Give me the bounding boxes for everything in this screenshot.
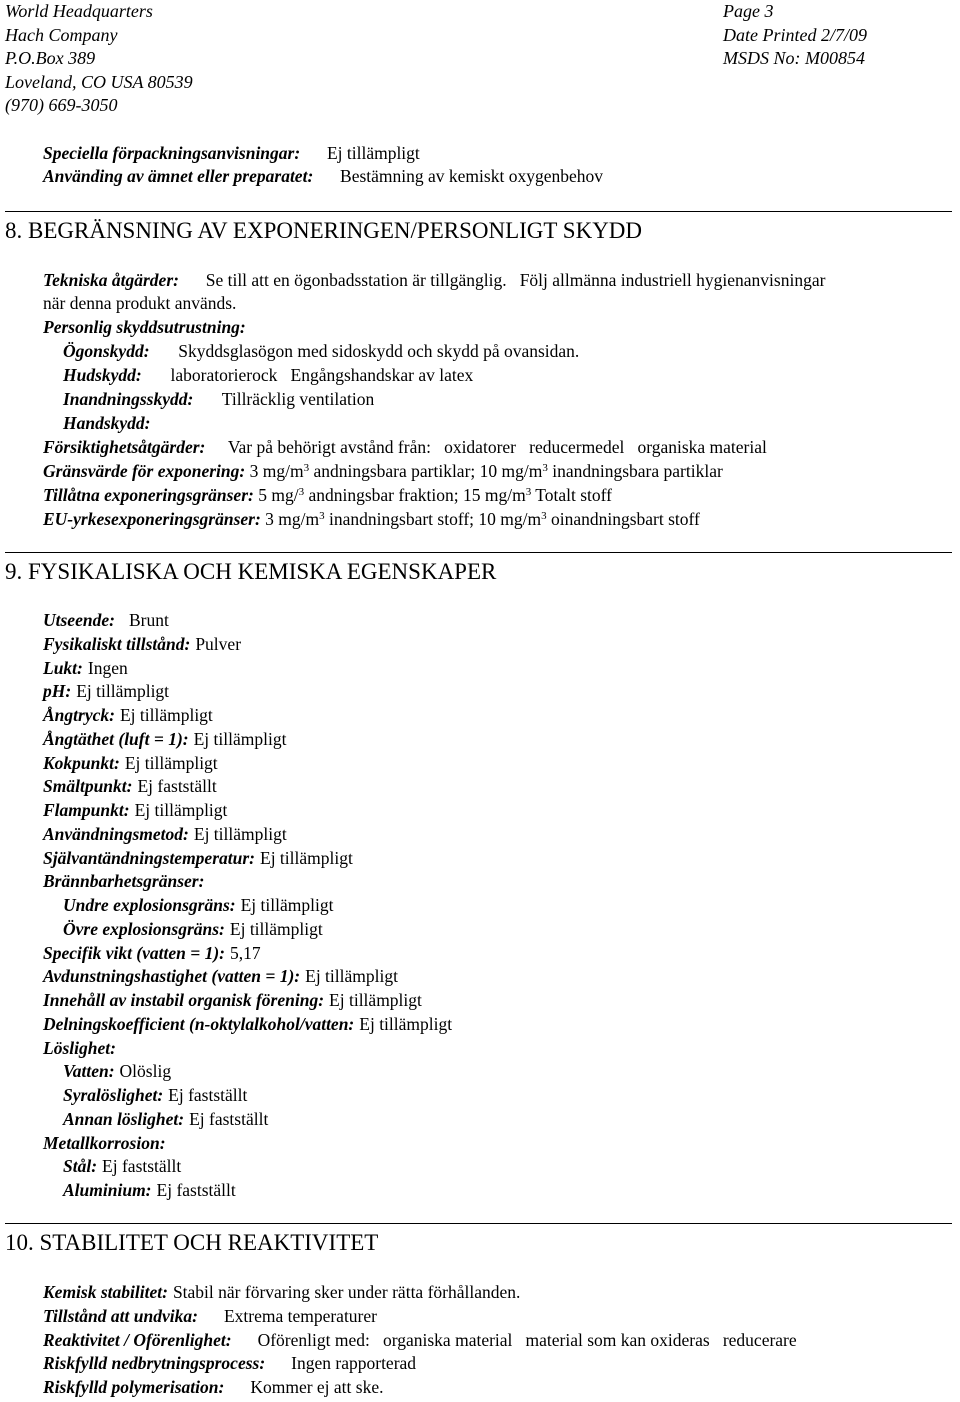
property-label: Användningsmetod:	[43, 823, 189, 844]
allowed-limits-value-c: Totalt stoff	[535, 485, 612, 505]
allowed-limits-value-a: 5 mg/	[258, 485, 299, 505]
property-row	[43, 728, 286, 750]
msds-number: MSDS No: M00854	[723, 48, 865, 68]
skin-protection-label: Hudskydd:	[63, 365, 142, 385]
exposure-limit-value-b: andningsbara partiklar; 10 mg/m	[313, 461, 543, 481]
exposure-limit-label: Gränsvärde för exponering:	[43, 461, 246, 481]
property-row	[43, 609, 169, 631]
eye-protection-row	[63, 340, 579, 362]
property-label: Kemisk stabilitet:	[43, 1282, 168, 1302]
property-row	[43, 942, 261, 964]
respiratory-protection-value: Tillräcklig ventilation	[221, 389, 375, 409]
eu-limits-label: EU-yrkesexponeringsgränser:	[43, 509, 261, 529]
property-value: Ej fastställt	[137, 776, 217, 797]
property-label: Annan löslighet:	[63, 1108, 185, 1129]
property-label: Ångtryck:	[43, 705, 115, 725]
property-value: Ingen rapporterad	[291, 1353, 417, 1374]
address-line: Loveland, CO USA 80539	[5, 71, 193, 92]
property-label: Metallkorrosion:	[43, 1132, 166, 1153]
technical-measures-row	[43, 269, 825, 291]
superscript: 3	[525, 486, 532, 498]
property-label: Aluminium:	[63, 1180, 152, 1200]
property-value: Ej tillämpligt	[193, 728, 287, 749]
allowed-limits-label: Tillåtna exponeringsgränser:	[43, 485, 254, 505]
property-label: Reaktivitet / Oförenlighet:	[43, 1329, 232, 1350]
technical-measures-label: Tekniska åtgärder:	[43, 270, 179, 290]
property-value: Oförenligt med: organiska material material som kan oxideras reducerare	[257, 1329, 797, 1350]
property-label: Utseende:	[43, 610, 115, 630]
date-printed: Date Printed 2/7/09	[723, 24, 867, 45]
usage-label: Använding av ämnet eller preparatet:	[43, 166, 314, 186]
packaging-row	[43, 142, 420, 164]
eye-protection-label: Ögonskydd:	[63, 341, 150, 361]
ppe-label: Personlig skyddsutrustning:	[43, 317, 246, 337]
property-label: Delningskoefficient (n-oktylalkohol/vatten:	[43, 1013, 355, 1034]
property-label: Självantändningstemperatur:	[43, 847, 255, 868]
property-label: Lukt:	[43, 657, 83, 678]
property-row	[43, 1305, 377, 1327]
property-row	[43, 1013, 452, 1035]
property-value: Ej fastställt	[168, 1085, 248, 1105]
property-value: Ej tillämpligt	[229, 918, 323, 939]
property-label: Avdunstningshastighet (vatten = 1):	[43, 966, 301, 987]
property-label: Kokpunkt:	[43, 752, 120, 773]
eu-limits-value-c: oinandningsbart stoff	[550, 509, 700, 529]
property-row	[43, 965, 398, 987]
usage-row	[43, 165, 603, 187]
precautions-label: Försiktighetsåtgärder:	[43, 437, 206, 457]
property-value: Ej tillämpligt	[119, 705, 213, 725]
property-value: Ej fastställt	[156, 1180, 236, 1200]
property-row	[43, 847, 353, 869]
property-value: Ej tillämpligt	[359, 1013, 453, 1034]
document-info	[723, 0, 867, 71]
property-label: Smältpunkt:	[43, 776, 133, 797]
property-row	[43, 680, 169, 702]
property-row	[43, 1352, 416, 1374]
property-label: Ångtäthet (luft = 1):	[43, 728, 189, 749]
address-line: World Headquarters	[5, 1, 153, 21]
property-value: Ej fastställt	[102, 1156, 182, 1177]
property-row	[43, 989, 422, 1011]
section-9-title: 9. FYSIKALISKA OCH KEMISKA EGENSKAPER	[5, 559, 497, 584]
property-label: Riskfylld polymerisation:	[43, 1377, 225, 1397]
property-value: Ej tillämpligt	[240, 895, 334, 915]
property-label: Tillstånd att undvika:	[43, 1305, 198, 1326]
packaging-label: Speciella förpackningsanvisningar:	[43, 143, 301, 163]
property-row	[63, 894, 333, 916]
property-row	[43, 752, 218, 774]
property-value: Ej tillämpligt	[260, 847, 353, 868]
property-row	[63, 1179, 236, 1201]
property-row	[43, 823, 287, 845]
property-value: Ingen	[87, 657, 128, 678]
technical-measures-value: Se till att en ögonbadsstation är tillgänglig. Följ allmänna industriell hygienanvisningar	[205, 270, 826, 290]
superscript: 3	[303, 462, 310, 474]
respiratory-protection-row	[63, 388, 374, 410]
section-divider	[5, 211, 952, 212]
property-value: Ej tillämpligt	[329, 990, 422, 1010]
property-row	[43, 870, 209, 892]
company-address	[5, 0, 193, 118]
property-label: Fysikaliskt tillstånd:	[43, 633, 191, 654]
property-value: Brunt	[128, 610, 169, 630]
address-line: (970) 669-3050	[5, 95, 118, 115]
property-value: 5,17	[230, 942, 261, 963]
property-label: Undre explosionsgräns:	[63, 895, 236, 915]
section-divider	[5, 552, 952, 553]
property-row	[63, 1108, 268, 1130]
property-row	[63, 1084, 247, 1106]
section-10-title: 10. STABILITET OCH REAKTIVITET	[5, 1230, 379, 1255]
allowed-limits-row	[43, 484, 612, 506]
property-value: Ej tillämpligt	[305, 966, 398, 987]
precautions-value: Var på behörigt avstånd från: oxidatorer reducermedel organiska material	[227, 437, 767, 457]
property-value: Olöslig	[119, 1061, 172, 1082]
technical-measures-continued: när denna produkt används.	[43, 293, 237, 313]
precautions-row	[43, 436, 767, 458]
usage-value: Bestämning av kemiskt oxygenbehov	[340, 166, 603, 186]
property-row	[43, 633, 241, 655]
property-value: Ej tillämpligt	[193, 823, 287, 844]
property-row	[43, 1132, 171, 1154]
property-label: Övre explosionsgräns:	[63, 918, 225, 939]
property-row	[63, 918, 323, 940]
superscript: 3	[541, 510, 547, 522]
property-value: Ej tillämpligt	[124, 752, 218, 773]
property-label: Vatten:	[63, 1061, 115, 1082]
address-line: Hach Company	[5, 24, 118, 45]
property-label: Syralöslighet:	[63, 1085, 164, 1105]
property-row	[63, 1060, 171, 1082]
exposure-limit-value-a: 3 mg/m	[249, 461, 304, 481]
property-row	[43, 775, 217, 797]
property-row	[43, 1376, 383, 1398]
exposure-limit-value-c: inandningsbara partiklar	[552, 461, 723, 481]
property-value: Extrema temperaturer	[223, 1305, 377, 1326]
property-value: Ej tillämpligt	[134, 800, 228, 820]
property-value: Kommer ej att ske.	[250, 1377, 384, 1397]
superscript: 3	[298, 486, 305, 498]
eu-limits-value-b: inandningsbart stoff; 10 mg/m	[329, 509, 542, 529]
property-row	[63, 1155, 181, 1177]
property-value: Pulver	[195, 633, 242, 654]
property-row	[43, 657, 128, 679]
property-row	[43, 1329, 797, 1351]
property-value: Ej fastställt	[189, 1108, 269, 1129]
hand-protection-label: Handskydd:	[63, 413, 151, 433]
section-divider	[5, 1223, 952, 1224]
page-number: Page 3	[723, 1, 774, 21]
property-label: pH:	[43, 681, 72, 702]
property-value: Stabil när förvaring sker under rätta förhållanden.	[172, 1282, 521, 1302]
property-label: Stål:	[63, 1156, 98, 1177]
superscript: 3	[542, 462, 548, 474]
property-label: Innehåll av instabil organisk förening:	[43, 990, 325, 1010]
allowed-limits-value-b: andningsbar fraktion; 15 mg/m	[308, 485, 526, 505]
respiratory-protection-label: Inandningsskydd:	[63, 389, 194, 409]
address-line: P.O.Box 389	[5, 48, 96, 68]
eye-protection-value: Skyddsglasögon med sidoskydd och skydd på ovansidan.	[178, 341, 580, 361]
property-row	[43, 1281, 520, 1303]
property-label: Riskfylld nedbrytningsprocess:	[43, 1353, 266, 1374]
eu-limits-value-a: 3 mg/m	[265, 509, 320, 529]
property-label: Specifik vikt (vatten = 1):	[43, 942, 226, 963]
property-label: Flampunkt:	[43, 800, 130, 820]
packaging-value: Ej tillämpligt	[326, 143, 420, 163]
property-value: Ej tillämpligt	[76, 681, 170, 702]
property-row	[43, 1037, 121, 1059]
property-row	[43, 704, 213, 726]
superscript: 3	[319, 510, 325, 522]
property-row	[43, 799, 227, 821]
skin-protection-row	[63, 364, 473, 386]
property-label: Löslighet:	[43, 1037, 116, 1058]
eu-limits-row	[43, 508, 700, 530]
skin-protection-value: laboratorierock Engångshandskar av latex	[170, 365, 474, 385]
property-label: Brännbarhetsgränser:	[43, 871, 205, 892]
exposure-limit-row	[43, 460, 723, 482]
section-8-title: 8. BEGRÄNSNING AV EXPONERINGEN/PERSONLIGT SKYDD	[5, 218, 643, 243]
